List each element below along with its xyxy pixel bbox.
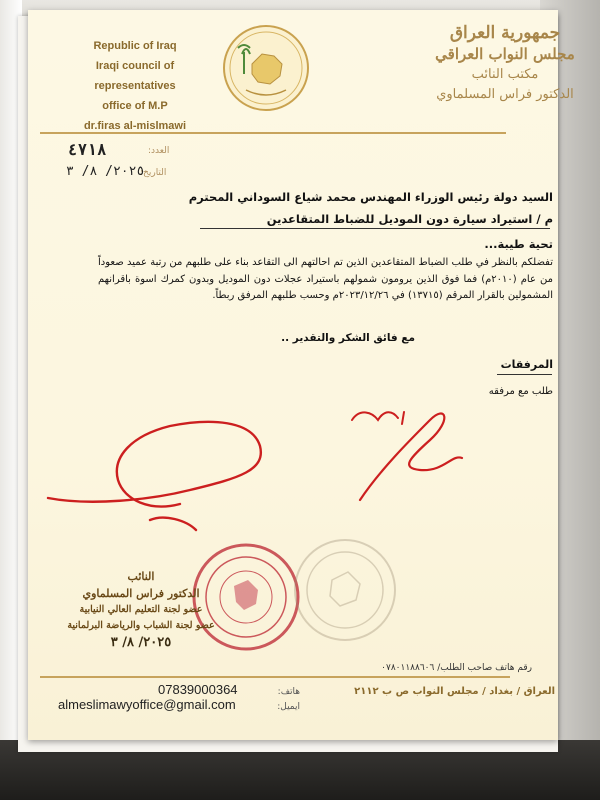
closing-line: مع فائق الشكر والتقدير .. [281, 332, 415, 344]
signature-date: ٢٠٢٥/ ٨/ ٣ [110, 635, 172, 650]
header-divider [40, 132, 506, 134]
letterhead-arabic [430, 22, 580, 105]
phone-label: هاتف: [277, 687, 300, 697]
letterhead-en-line: Iraqi council of representatives [94, 60, 176, 92]
attachment-item: طلب مع مرفقه [488, 386, 553, 397]
letter-body: تفضلكم بالنظر في طلب الضباط المتقاعدين الذين تم احالتهم الى التقاعد بناء على طلبهم من رتبة عميد صعوداً من عام (٢٠١٠م) فما فوق الذين يرومون شمولهم باستيراد عجلات دون الموديل وبدون كمرك اسوة باقرانهم المشمولين بالقرار المرقم (١٣٧١٥) في ٢٠٢٣/١٢/٢٦م وحسب طلبهم المرفق ربطاً. [98, 257, 553, 301]
letterhead-en-line: Republic of Iraq [93, 40, 177, 52]
parliament-emblem [222, 24, 310, 112]
email-label: ايميل: [277, 702, 300, 712]
office-address: العراق / بغداد / مجلس النواب ص ب ٢١١٢ [354, 686, 555, 697]
reference-date: ٢٠٢٥/ ٨/ ٣ [66, 164, 145, 179]
requester-phone: رقم هاتف صاحب الطلب/ ٠٧٨٠١١٨٨٦٠٦ [381, 663, 532, 673]
letterhead-en-line: dr.firas al-mislmawi [83, 120, 187, 132]
addressee: السيد دولة رئيس الوزراء المهندس محمد شياع السوداني المحترم [188, 190, 553, 204]
attachments-underline [497, 374, 552, 375]
letterhead-ar-line: مكتب النائب [471, 67, 539, 82]
office-email: almeslimawyoffice@gmail.com [58, 697, 236, 712]
letterhead-en-line: office of M.P [102, 100, 168, 112]
greeting: تحية طيبة... [484, 237, 553, 251]
office-phone: 07839000364 [158, 682, 238, 697]
signatory-title: النائب [127, 570, 155, 583]
subject-line: م / استيراد سيارة دون الموديل للضباط المتقاعدين [266, 212, 553, 226]
ref-number-label: العدد: [148, 146, 170, 156]
signatory-role: عضو لجنة التعليم العالي النيابية [79, 604, 203, 615]
signatory-name: الدكتور فراس المسلماوي [82, 587, 200, 600]
letterhead-ar-line: جمهورية العراق [449, 23, 561, 43]
footer-divider [40, 676, 510, 678]
subject-underline [200, 228, 550, 229]
letterhead-ar-line: الدكتور فراس المسلماوي [436, 87, 574, 102]
ref-date-label: التاريخ: [140, 168, 167, 178]
attachments-heading: المرفقات [500, 358, 553, 371]
letterhead-english [60, 36, 210, 136]
reference-number: ٤٧١٨ [68, 140, 107, 159]
signature-block [50, 568, 232, 652]
letterhead-ar-line: مجلس النواب العراقي [435, 45, 575, 63]
signatory-role: عضو لجنة الشباب والرياضة البرلمانية [67, 620, 215, 631]
